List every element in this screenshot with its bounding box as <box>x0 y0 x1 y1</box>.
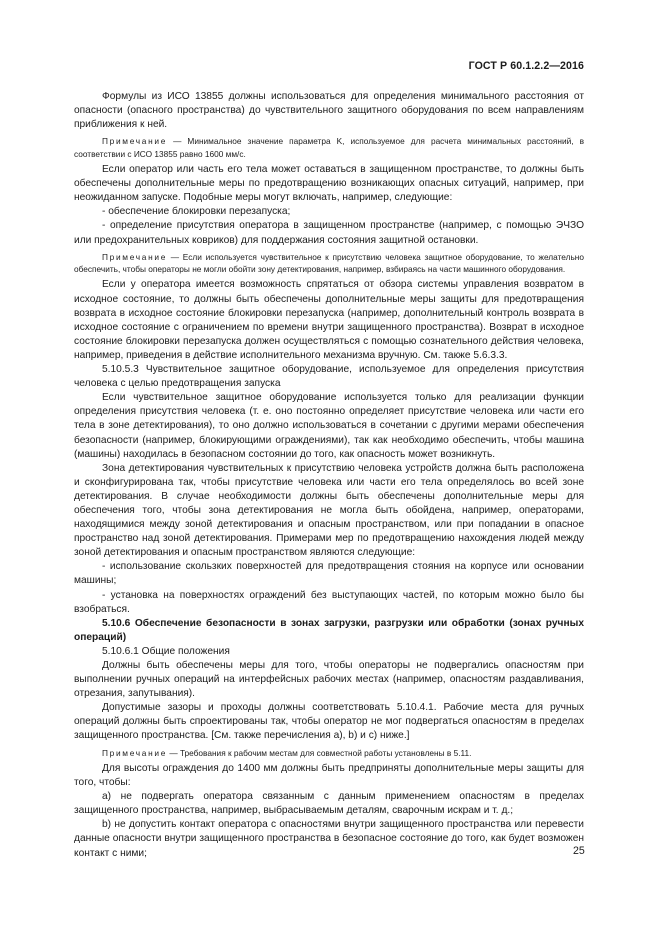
list-item: - обеспечение блокировки перезапуска; <box>102 206 291 218</box>
list-item: - определение присутствия оператора в защищенном пространстве (например, с помощью ЭЧЗО или предохранительных ковриков) для поддержания состояния защитной остановки. <box>74 220 584 246</box>
paragraph: Для высоты ограждения до 1400 мм должны быть предприняты дополнительные меры защиты для того, чтобы: <box>74 762 584 789</box>
paragraph: Если оператор или часть его тела может оставаться в защищенном пространстве, то должны быть обеспечены дополнительные меры по предотвращению возникающих опасных ситуаций, например, при неожиданном запуске. Подобные меры могут включать, например, следующие: <box>74 164 584 204</box>
list-item: а) не подвергать оператора связанным с данным применением опасностям в пределах защищенного пространства, например, выбрасываемым деталям, сварочным искрам и т. д.; <box>74 791 584 817</box>
note-text: — Минимальное значение параметра K, используемое для расчета минимальных расстояний, в соответствии с ИСО 13855 равно 1600 мм/с. <box>74 136 584 159</box>
note-text: — Если используется чувствительное к присутствию человека защитное оборудование, то желательно обеспечить, чтобы операторы не могли обойти зону детектирования, например, взбираясь на части машинного оборудования. <box>74 251 584 275</box>
list-item: - установка на поверхностях ограждений без выступающих частей, по которым можно было бы взобраться. <box>74 589 584 615</box>
document-body <box>74 90 584 861</box>
page-number: 25 <box>573 845 585 857</box>
subsection-heading: 5.10.6.1 Общие положения <box>102 645 230 657</box>
note <box>74 747 584 759</box>
list-item: - использование скользких поверхностей для предотвращения стояния на корпусе или основании машины; <box>74 561 584 587</box>
paragraph: Формулы из ИСО 13855 должны использоваться для определения минимального расстояния от опасности (опасного пространства) до чувствительного защитного оборудования по всем направлениям приближения к ней. <box>74 91 584 131</box>
section-heading: 5.10.6 Обеспечение безопасности в зонах загрузки, разгрузки или обработки (зонах ручных операций) <box>74 617 584 643</box>
note-label: Примечание <box>102 747 168 758</box>
clause-heading: 5.10.5.3 Чувствительное защитное оборудование, используемое для определения присутствия человека с целью предотвращения запуска <box>74 364 584 390</box>
paragraph: Должны быть обеспечены меры для того, чтобы операторы не подвергались опасностям при выполнении ручных операций на интерфейсных рабочих местах (например, опасностям раздавливания, отрезания, запутывания). <box>74 660 584 700</box>
standard-header: ГОСТ Р 60.1.2.2—2016 <box>468 60 584 72</box>
paragraph: Зона детектирования чувствительных к присутствию человека устройств должна быть расположена и сконфигурирована так, чтобы присутствие человека или части его тела определялось во всей зоне детектирования. В случае необходимости должны быть обеспечены дополнительные меры для обеспечения того, чтобы зона детектирования не могла быть обойдена, например, операторами, находящимися между зоной детектирования и опасным пространством, или при попадании в опасное пространство над зоной детектирования. Примерами мер по предотвращению нахождения людей между зоной детектирования и опасным пространством являются следующие: <box>74 462 584 559</box>
note-text: — Требования к рабочим местам для совместной работы установлены в 5.11. <box>167 747 472 758</box>
paragraph: Допустимые зазоры и проходы должны соответствовать 5.10.4.1. Рабочие места для ручных операций должны быть спроектированы так, чтобы оператор не мог подвергаться опасностям в пределах защищенного пространства. [См. также перечисления а), b) и с) ниже.] <box>74 702 584 742</box>
paragraph: Если чувствительное защитное оборудование используется только для реализации функции определения присутствия человека (т. е. оно постоянно определяет присутствие человека или части его тела в зоне детектирования), то оно должно использоваться в сочетании с другими мерами обеспечения безопасности (например, блокирующими ограждениями), так как необходимо обеспечить, чтобы машина (машины) находилась в безопасном состоянии до того, как опасность может возникнуть. <box>74 392 584 460</box>
list-item: b) не допустить контакт оператора с опасностями внутри защищенного пространства или перевести данные опасности внутри защищенного пространства в безопасное состояние до того, как будет возможен контакт с ними; <box>74 819 584 859</box>
note-label: Примечание <box>102 251 168 262</box>
note <box>74 135 584 160</box>
paragraph: Если у оператора имеется возможность спрятаться от обзора системы управления возвратом в исходное состояние, то должны быть обеспечены дополнительные меры защиты для предотвращения возврата в исходное состояние блокировки перезапуска (например, дополнительный контроль возврата в исходное состояние с ограничением по времени внутри защищенного пространства). Возврат в исходное состояние блокировки перезапуска должен осуществляться с помощью сознательного действия человека, например, приведения в действие исполнительного механизма вручную. См. также 5.6.3.3. <box>74 279 584 361</box>
note-label: Примечание <box>102 136 168 147</box>
note <box>74 251 584 276</box>
